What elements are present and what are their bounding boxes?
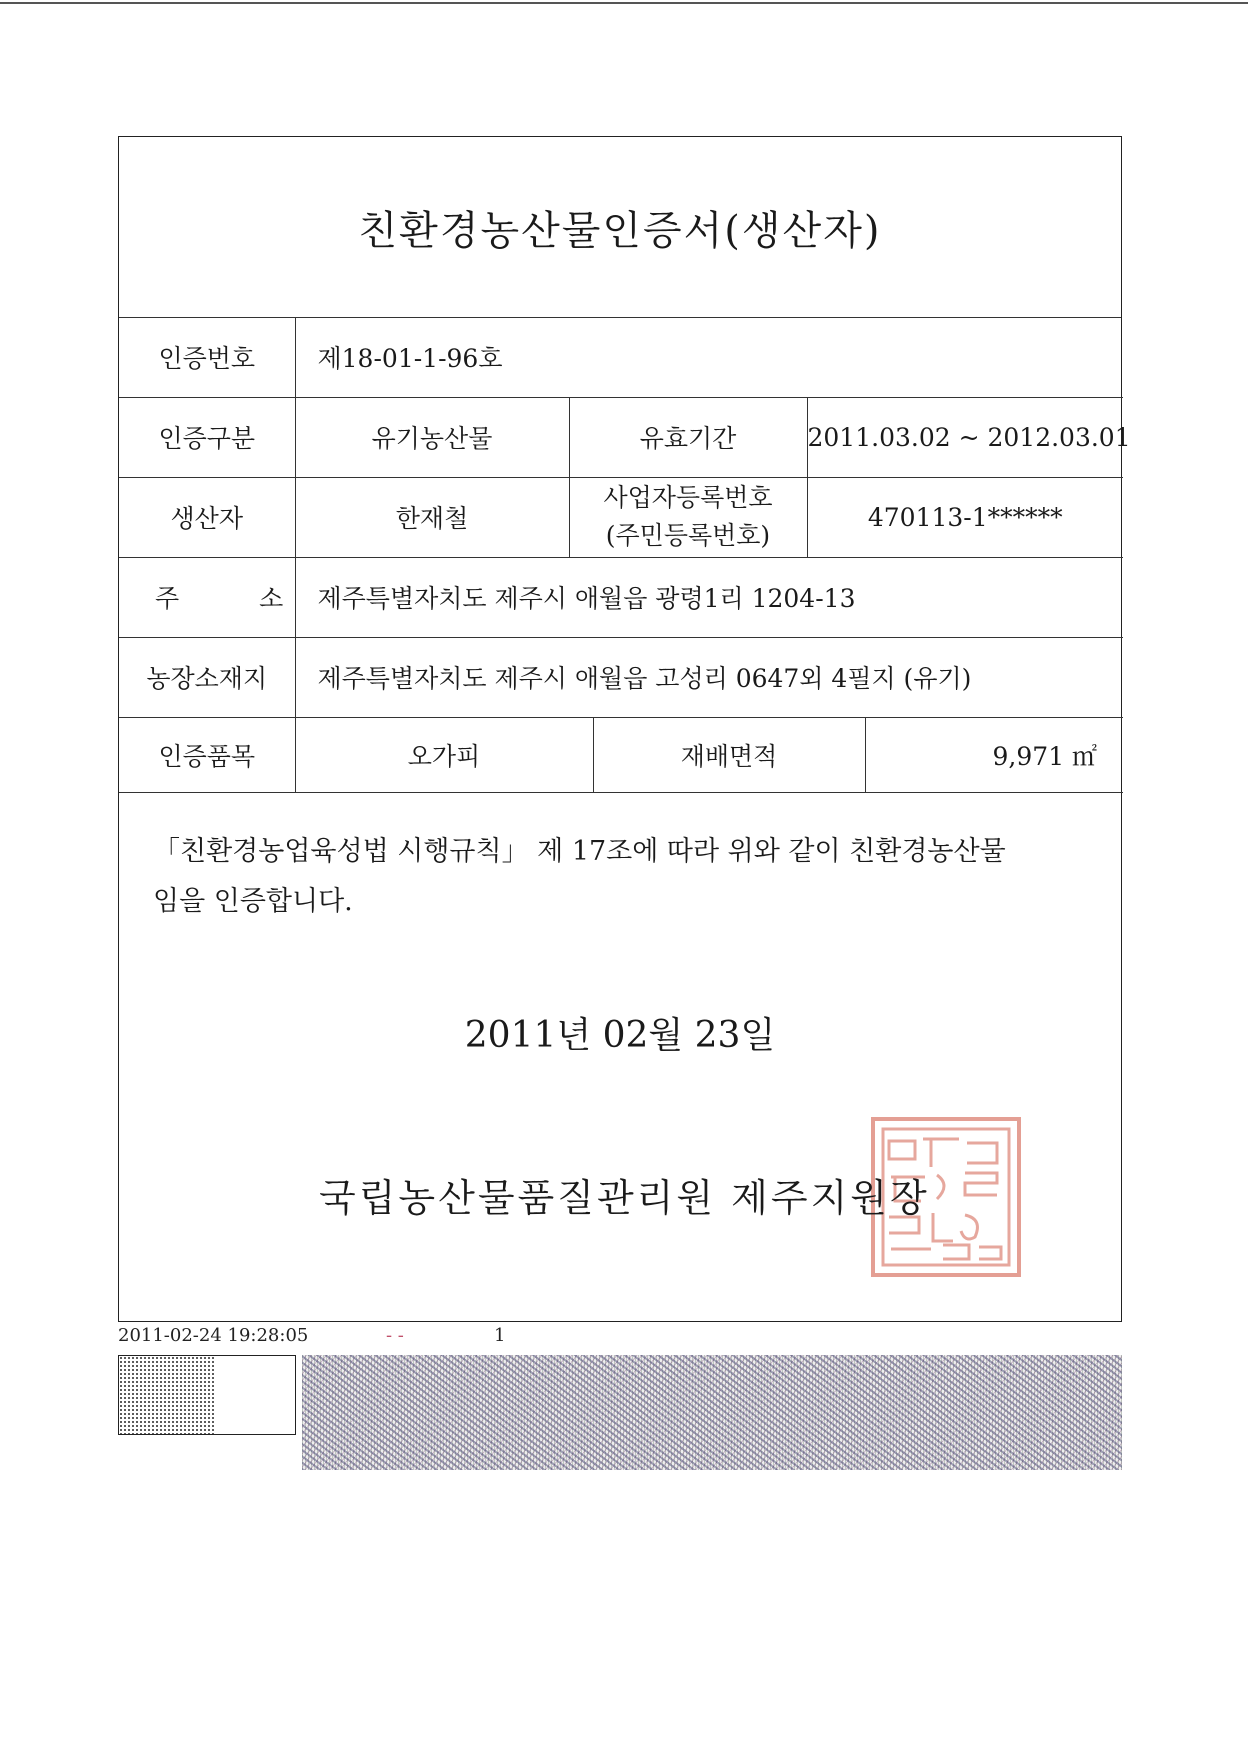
page-number: 1	[494, 1325, 506, 1346]
top-rule	[0, 2, 1248, 4]
cert-type-label: 인증구분	[119, 397, 295, 477]
row-cert-item	[119, 717, 1123, 792]
row-address	[119, 557, 1123, 637]
cert-item-value: 오가피	[295, 717, 593, 792]
registration-label-line2: (주민등록번호)	[605, 521, 771, 550]
qr-code-box	[118, 1355, 296, 1435]
row-cert-type	[119, 397, 1123, 477]
statement-line-1: 「친환경농업육성법 시행규칙」 제 17조에 따라 위와 같이 친환경농산물	[153, 836, 1006, 867]
valid-period-value: 2011.03.02 ~ 2012.03.01	[807, 397, 1123, 477]
cultivation-area-label: 재배면적	[593, 717, 865, 792]
cert-type-value: 유기농산물	[295, 397, 569, 477]
address-value: 제주특별자치도 제주시 애월읍 광령1리 1204-13	[295, 557, 1123, 637]
print-timestamp: 2011-02-24 19:28:05	[118, 1325, 309, 1346]
statement-line-2: 임을 인증합니다.	[153, 886, 353, 917]
cert-number-value: 제18-01-1-96호	[295, 317, 1123, 397]
title-area	[119, 137, 1121, 318]
registration-number-label	[569, 477, 807, 557]
farm-location-value: 제주특별자치도 제주시 애월읍 고성리 0647외 4필지 (유기)	[295, 637, 1123, 717]
cert-number-label: 인증번호	[119, 317, 295, 397]
row-producer	[119, 477, 1123, 557]
certificate	[118, 136, 1131, 1322]
2d-barcode	[302, 1355, 1122, 1470]
row-farm-location	[119, 637, 1123, 717]
producer-value: 한재철	[295, 477, 569, 557]
certificate-info-table	[119, 317, 1131, 793]
address-label	[119, 557, 320, 637]
cert-item-label: 인증품목	[119, 717, 295, 792]
qr-dot-pattern	[119, 1356, 214, 1434]
certificate-title: 친환경농산물인증서(생산자)	[358, 207, 882, 254]
row-cert-number	[119, 317, 1123, 397]
producer-label: 생산자	[119, 477, 295, 557]
certification-statement	[153, 827, 1093, 927]
cultivation-area-value: 9,971 ㎡	[865, 717, 1123, 792]
footer-dashes: - -	[386, 1325, 404, 1346]
registration-label-line1: 사업자등록번호	[603, 483, 773, 512]
valid-period-label: 유효기간	[569, 397, 807, 477]
registration-number-value: 470113-1******	[807, 477, 1123, 557]
issue-date: 2011년 02월 23일	[464, 1015, 776, 1056]
address-label-text: 주 소	[155, 584, 320, 613]
issuer-name: 국립농산물품질관리원 제주지원장	[319, 1176, 930, 1220]
farm-location-label: 농장소재지	[119, 637, 295, 717]
